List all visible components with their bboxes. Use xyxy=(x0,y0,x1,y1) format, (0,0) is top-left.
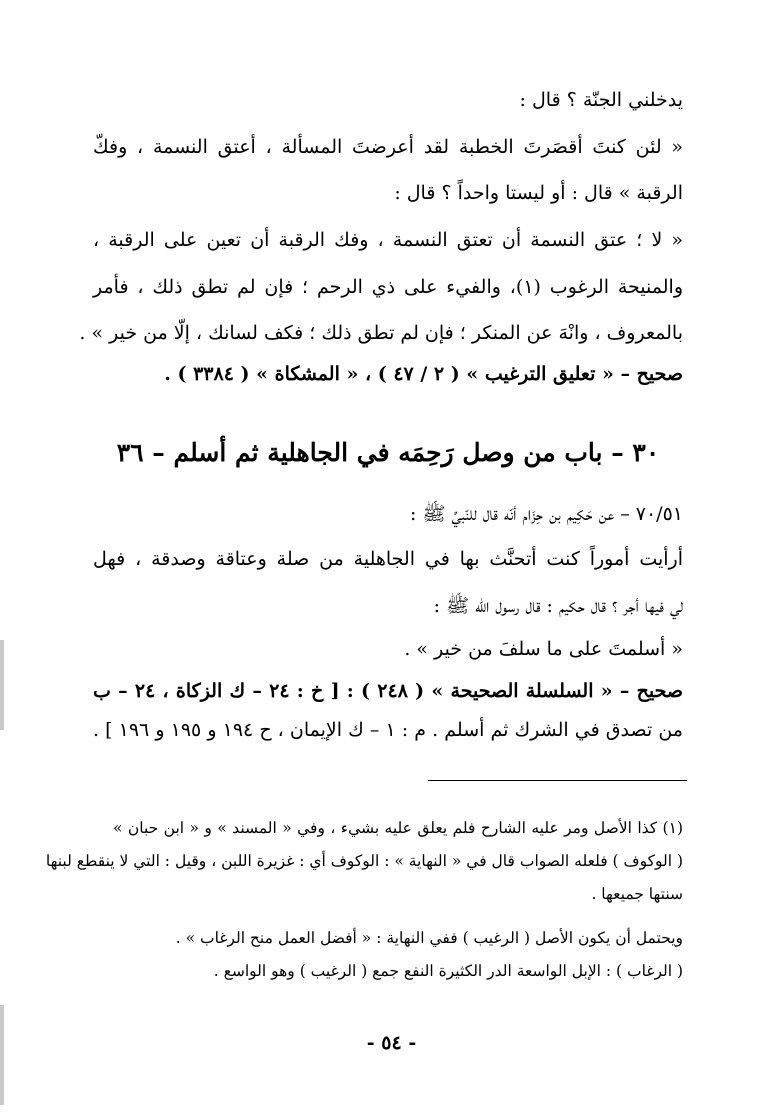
text-line: « لئن كنتَ أقصَرتَ الخطبة لقد أعرضتَ المسألة ، أعتق النسمة ، وفكّ xyxy=(93,136,683,158)
footnote-line: سنتها جميعها . xyxy=(591,885,683,903)
text-line: « أسلمتَ على ما سلفَ من خير » . xyxy=(404,638,683,660)
page-edge-mark xyxy=(0,1005,4,1105)
hadith-intro: ٧٠/٥١ – عن حَكِيم بن حِزَام أنّه قال للنّبيِّ ﷺ : xyxy=(410,503,683,525)
text-line: الرقبة » قال : أو ليستا واحداً ؟ قال : xyxy=(394,182,683,204)
page-edge-mark xyxy=(0,640,4,730)
footnote-line: ( الرغاب ) : الإبل الواسعة الدر الكثيرة النفع جمع ( الرغيب ) وهو الواسع . xyxy=(213,962,683,980)
text-line: « لا ؛ عتق النسمة أن تعتق النسمة ، وفك الرقبة أن تعين على الرقبة ، xyxy=(93,229,683,251)
chapter-heading: ٣٠ – باب من وصل رَحِمَه في الجاهلية ثم أسلم – ٣٦ xyxy=(116,438,660,467)
text-line: بالمعروف ، وانْهَ عن المنكر ؛ فإن لم تطق ذلك ؛ فكف لسانك ، إلّا من خير » . xyxy=(79,322,683,344)
text-line: والمنيحة الرغوب (١)، والفيء على ذي الرحم ؛ فإن لم تطق ذلك ، فأمر xyxy=(93,276,683,298)
footnote-separator xyxy=(428,780,687,781)
text-line: من تصدق في الشرك ثم أسلم . م : ١ – ك الإيمان ، ح ١٩٤ و ١٩٥ و ١٩٦ ] . xyxy=(93,719,683,741)
page-number: - ٥٤ - xyxy=(366,1032,417,1054)
grading-line: صحيح – « السلسلة الصحيحة » ( ٢٤٨ ) : [ خ : ٢٤ – ك الزكاة ، ٢٤ – ب xyxy=(93,680,683,702)
text-line: أرأيت أموراً كنت أتحنَّث بها في الجاهلية من صلة وعتاقة وصدقة ، فهل xyxy=(93,548,683,570)
text-line: لي فيها أجر ؟ قال حكيم : قال رسول الله ﷺ : xyxy=(433,595,683,617)
grading-line: صحيح – « تعليق الترغيب » ( ٢ / ٤٧ ) ، « المشكاة » ( ٣٣٨٤ ) . xyxy=(164,363,683,385)
footnote-line: (١) كذا الأصل ومر عليه الشارح فلم يعلق عليه بشيء ، وفي « المسند » و « ابن حبان » xyxy=(113,819,684,837)
footnote-line: ( الوكوف ) فلعله الصواب قال في « النهاية » : الوكوف أي : غزيرة اللبن ، وقيل : التي لا ينقطع لبنها xyxy=(45,852,683,870)
text-line: يدخلني الجنّة ؟ قال : xyxy=(519,89,683,111)
footnote-line: ويحتمل أن يكون الأصل ( الرغيب ) ففي النهاية : « أفضل العمل منح الرغاب » . xyxy=(175,929,683,947)
